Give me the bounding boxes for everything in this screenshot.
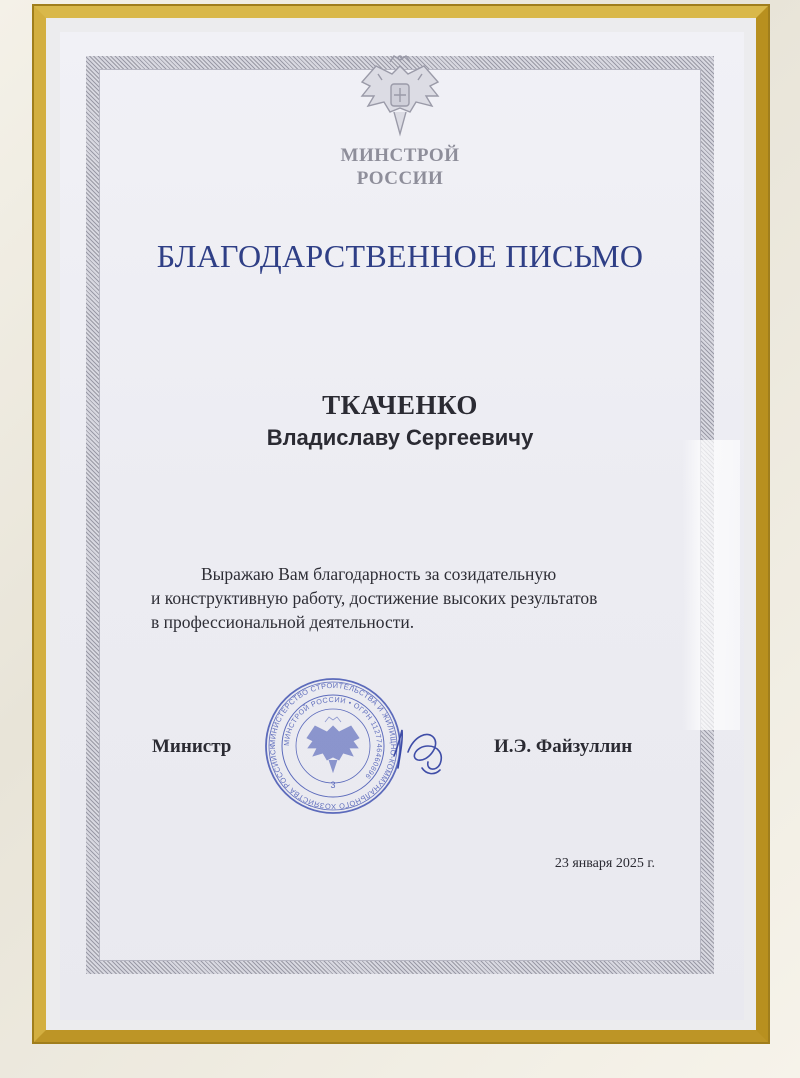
letter-body <box>151 562 656 634</box>
seal-inner-text: МИНСТРОЙ РОССИИ • ОГРН 1127746460896 <box>281 694 385 782</box>
body-line-1: Выражаю Вам благодарность за созидательную <box>201 564 557 584</box>
recipient-surname: ТКАЧЕНКО <box>322 390 478 420</box>
seal-number: 3 <box>330 780 336 790</box>
ministry-name <box>300 144 500 190</box>
ministry-line-2: РОССИИ <box>356 168 444 189</box>
ministry-line-1: МИНСТРОЙ <box>340 145 460 166</box>
body-line-2: и конструктивную работу, достижение высоких результатов <box>151 588 598 608</box>
document-date: 23 января 2025 г. <box>554 856 655 871</box>
signer-name: И.Э. Файзуллин <box>494 736 633 757</box>
glass-glare <box>682 440 740 730</box>
signer-role: Министр <box>152 736 232 757</box>
body-line-3: в профессиональной деятельности. <box>151 612 415 632</box>
document-title: БЛАГОДАРСТВЕННОЕ ПИСЬМО <box>156 238 644 274</box>
official-seal-icon <box>263 676 403 816</box>
seal-outer-text: МИНИСТЕРСТВО СТРОИТЕЛЬСТВА И ЖИЛИЩНО-КОММУНАЛЬНОГО ХОЗЯЙСТВА РОССИЙСК <box>267 680 399 812</box>
coat-of-arms-icon <box>356 52 444 138</box>
signature-icon <box>388 716 458 780</box>
recipient-block <box>200 388 600 454</box>
recipient-given-name: Владиславу Сергеевичу <box>266 425 534 450</box>
inner-border-line <box>99 69 701 961</box>
